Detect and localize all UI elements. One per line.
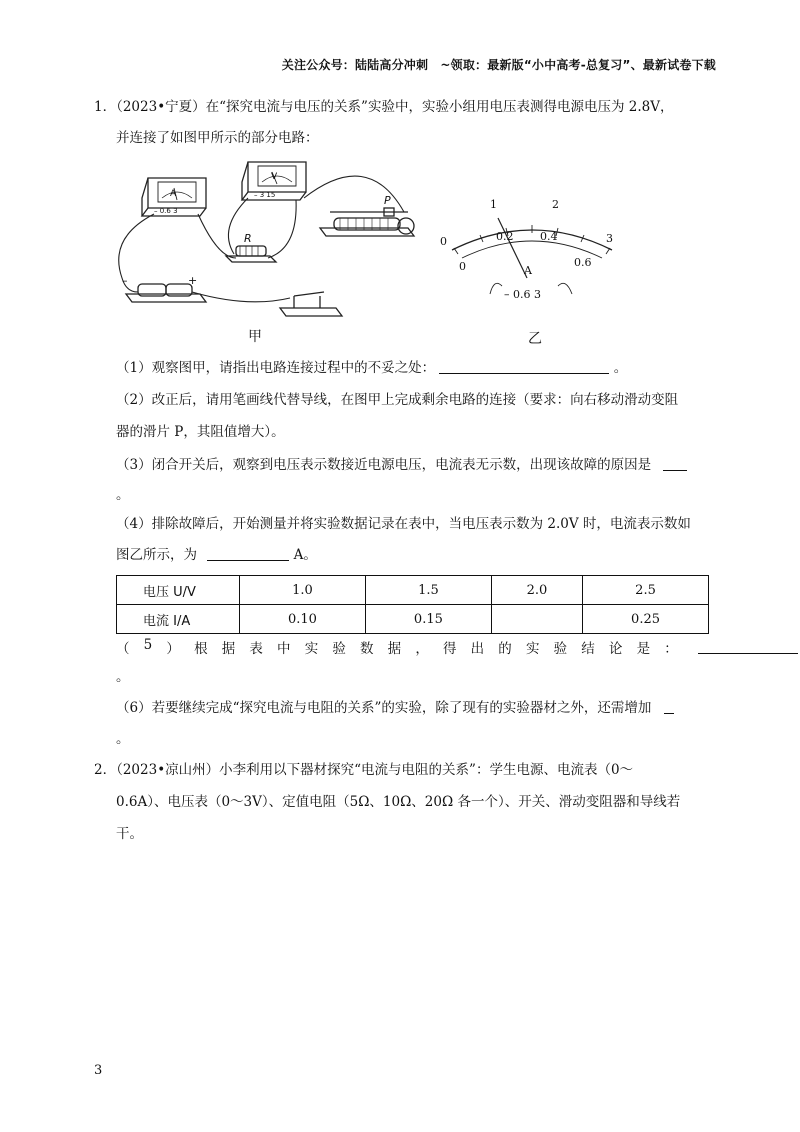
ammeter-dial-yi <box>432 190 632 310</box>
dial-unit: A <box>524 264 532 277</box>
q1-part4-answer-blank[interactable] <box>207 546 289 561</box>
slider-letter: P <box>384 194 391 207</box>
data-table <box>116 575 709 634</box>
q1-part3-end: 。 <box>116 487 130 503</box>
q1-part6-text: （6）若要继续完成“探究电流与电阻的关系”的实验，除了现有的实验器材之外，还需增加 <box>116 700 652 716</box>
q1-part5-char: 验 <box>553 641 568 657</box>
ammeter-letter: A <box>170 189 177 199</box>
table-cell: 电压 U/V <box>117 576 240 605</box>
q2-stem-line1: 2．（2023•凉山州）小李利用以下器材探究“电流与电阻的关系”：学生电源、电流表（0～ <box>94 762 634 778</box>
q1-part5-char: 中 <box>277 641 291 657</box>
q2-stem-line2: 0.6A）、电压表（0～3V）、定值电阻（5Ω、10Ω、20Ω 各一个）、开关、滑动变阻器和导线若 <box>116 794 681 810</box>
q1-part5-char: 验 <box>332 641 346 657</box>
circuit-figure-jia <box>108 158 438 318</box>
table-cell: 0.10 <box>240 605 366 634</box>
q1-part1 <box>116 358 627 378</box>
q1-part5-char: 实 <box>304 641 319 657</box>
q1-part2-line2: 器的滑片 P，其阻值增大）。 <box>116 424 285 440</box>
q1-part5-char: 出 <box>470 641 485 657</box>
table-cell: 2.5 <box>583 576 709 605</box>
table-cell: 1.0 <box>240 576 366 605</box>
q1-part5-answer-blank[interactable] <box>698 639 798 654</box>
q1-part6 <box>116 698 674 718</box>
page-header: 关注公众号：陆陆高分冲刺 ~领取：最新版“小中高考-总复习”、最新试卷下载 <box>281 58 716 72</box>
q1-part2-line1: （2）改正后，请用笔画线代替导线，在图甲上完成剩余电路的连接（要求：向右移动滑动变阻 <box>116 392 679 408</box>
dial-inner-0: 0 <box>459 260 466 273</box>
q1-part5-char: 5 <box>143 637 153 653</box>
table-cell: 电流 I/A <box>117 605 240 634</box>
dial-inner-04: 0.4 <box>540 230 558 243</box>
dial-inner-06: 0.6 <box>574 256 592 269</box>
q1-part5 <box>116 637 678 657</box>
q1-part3 <box>116 455 687 475</box>
q1-part5-char: 论 <box>608 641 623 657</box>
q1-stem-line1: 1．（2023•宁夏）在“探究电流与电压的关系”实验中，实验小组用电压表测得电源电压为 2.8V， <box>94 99 674 115</box>
voltmeter-terminals: – 3 15 <box>254 191 276 199</box>
table-cell: 2.0 <box>491 576 582 605</box>
battery-neg: – <box>122 274 128 287</box>
q1-part4-line2 <box>116 545 317 565</box>
dial-outer-3: 3 <box>606 232 613 245</box>
battery-pos: + <box>188 274 198 287</box>
q1-part5-char: 数 <box>360 641 374 657</box>
dial-terminals: – 0.6 3 <box>504 288 541 301</box>
page-number: 3 <box>94 1063 103 1078</box>
figure-label-jia: 甲 <box>248 329 262 345</box>
q1-part5-char: ） <box>166 641 180 657</box>
dial-outer-1: 1 <box>490 198 497 211</box>
q1-part5-end: 。 <box>116 669 130 685</box>
figure-label-yi: 乙 <box>528 331 542 347</box>
table-row <box>117 576 709 605</box>
table-cell: 0.15 <box>365 605 491 634</box>
q1-part5-char: 得 <box>442 641 457 657</box>
q1-stem-line2: 并连接了如图甲所示的部分电路： <box>116 130 319 146</box>
q1-part3-text: （3）闭合开关后，观察到电压表示数接近电源电压，电流表无示数，出现该故障的原因是 <box>116 457 652 473</box>
q1-part6-end: 。 <box>116 731 130 747</box>
q1-part5-char: （ <box>116 641 130 657</box>
q1-part1-answer-blank[interactable] <box>439 359 609 374</box>
table-cell: 0.25 <box>583 605 709 634</box>
table-cell-blank[interactable] <box>491 605 582 634</box>
q1-part5-char: 据 <box>387 641 402 657</box>
q1-part3-answer-blank[interactable] <box>663 456 687 471</box>
table-cell: 1.5 <box>365 576 491 605</box>
q1-part1-end: 。 <box>613 360 628 376</box>
q1-part6-answer-blank[interactable] <box>664 699 674 714</box>
voltmeter-letter: V <box>271 172 278 182</box>
dial-outer-0: 0 <box>440 235 447 248</box>
q1-part5-char: ， <box>415 641 429 657</box>
q1-part5-char: 据 <box>221 641 236 657</box>
q1-part1-text: （1）观察图甲，请指出电路连接过程中的不妥之处： <box>116 360 436 376</box>
dial-outer-2: 2 <box>552 198 559 211</box>
ammeter-terminals: – 0.6 3 <box>154 207 178 215</box>
q1-part5-char: 结 <box>581 641 595 657</box>
q1-part4-text: 图乙所示，为 <box>116 547 197 563</box>
q1-part5-char: 的 <box>498 641 512 657</box>
q1-part4-unit: A。 <box>293 547 317 563</box>
q1-part5-char: 根 <box>194 641 208 657</box>
resistor-letter: R <box>244 232 252 245</box>
q1-part5-char: ： <box>664 641 678 657</box>
table-row <box>117 605 709 634</box>
q1-part5-char: 是 <box>636 641 651 657</box>
q1-part5-char: 实 <box>525 641 540 657</box>
q1-part5-char: 表 <box>249 641 263 657</box>
q1-part4-line1: （4）排除故障后，开始测量并将实验数据记录在表中，当电压表示数为 2.0V 时，电流表示数如 <box>116 516 691 532</box>
dial-inner-02: 0.2 <box>496 230 514 243</box>
q2-stem-line3: 干。 <box>116 826 143 842</box>
